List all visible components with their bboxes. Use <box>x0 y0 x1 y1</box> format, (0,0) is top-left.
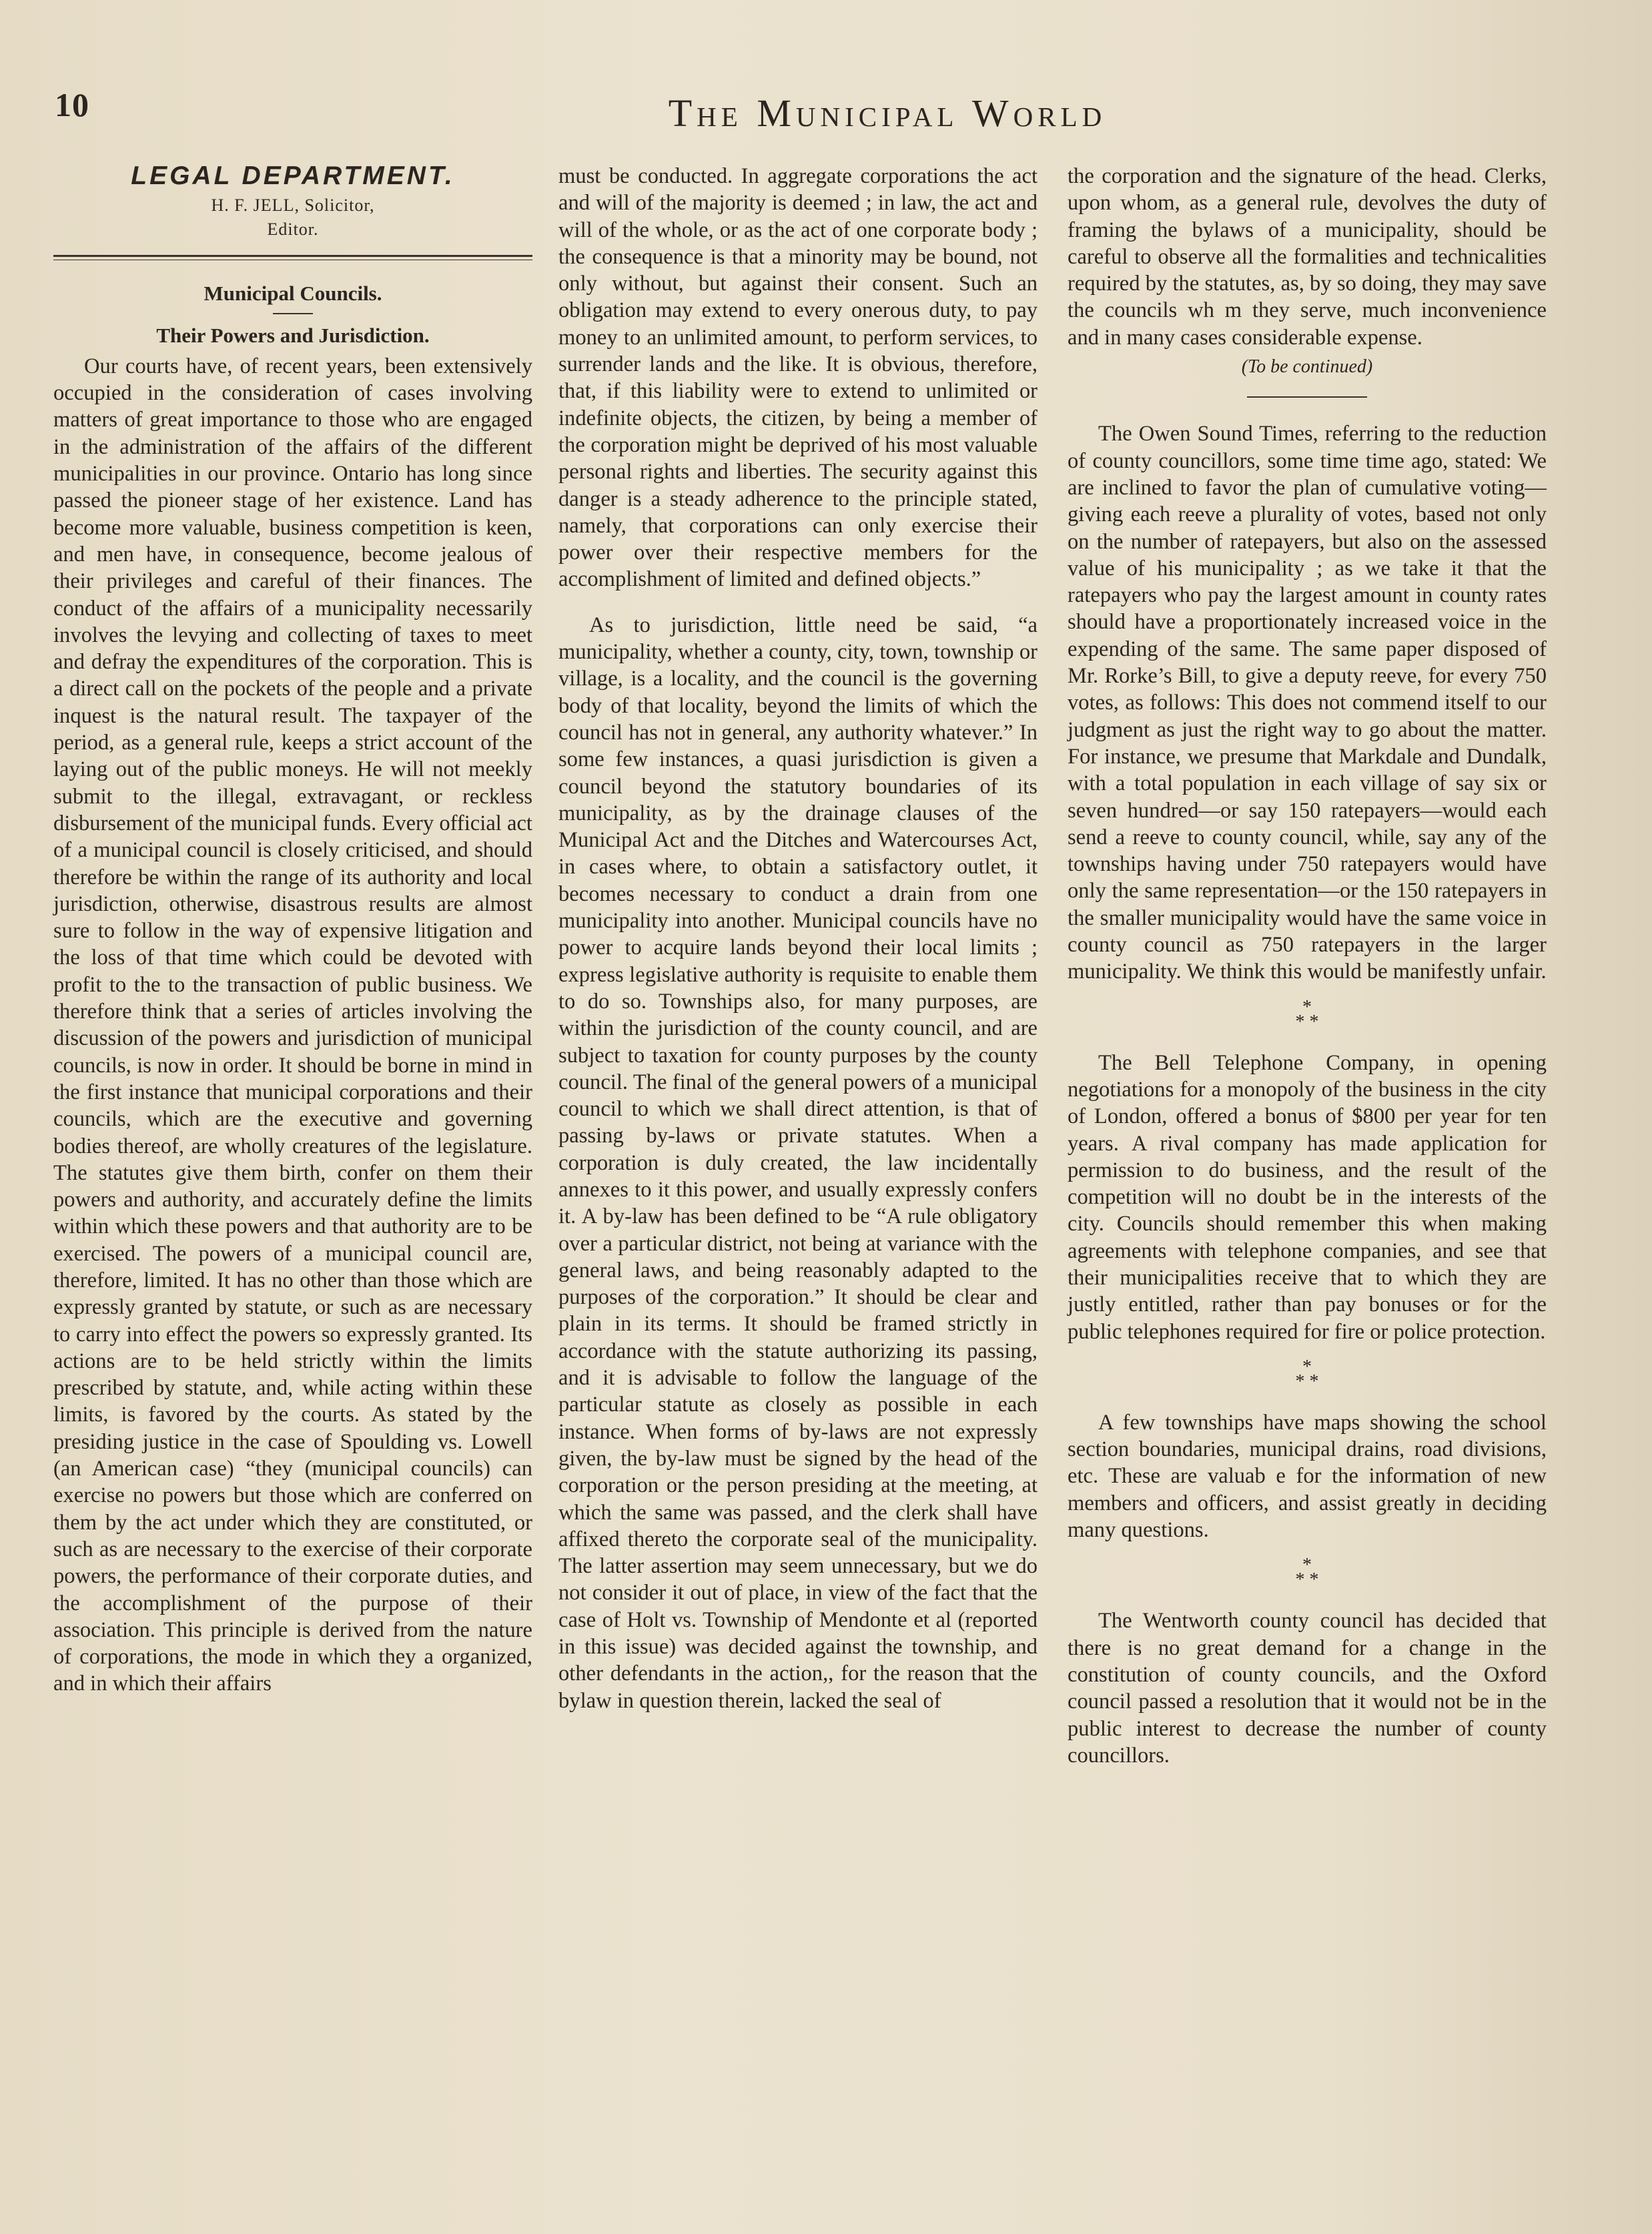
star-top: * <box>1302 1356 1312 1377</box>
page-number: 10 <box>55 86 89 123</box>
article-subheading: Their Powers and Jurisdiction. <box>156 323 430 347</box>
article-paragraph: As to jurisdiction, little need be said, “a municipality, whether a county, city, town, township or village, is a locality, and the council is the governing body of that locality, beyond the limits of which the council has not in general, any authority whatever.” In some few instances, a quasi jurisdiction is given a council beyond the statutory boundaries of its municipality, as by the drainage clauses of the Municipal Act and the Ditches and Watercourses Act, in cases where, to obtain a satisfactory outlet, it becomes necessary to conduct a drain from one municipality into another. Municipal councils have no power to acquire lands beyond their local limits ; express legislative authority is requisite to enable them to do so. Townships also, for many purposes, are within the jurisdiction of the county council, and are subject to taxation for county purposes by the county council. The final of the general powers of a municipal council to which we shall direct attention, is that of passing by-laws or private statutes. When a corporation is duly created, the law incidentally annexes to it this power, and usually expressly confers it. A by-law has been defined to be “A rule obligatory over a particular district, not being at variance with the general laws, and being reasonably adapted to the purposes of the corporation.” It should be clear and plain in its terms. It should be framed strictly in accordance with the statute authorizing its passing, and it is advisable to follow the language of the particular statute as closely as possible in each instance. When forms of by-laws are not expressly given, the by-law must be signed by the head of the corporation or the person presiding at the meeting, at which the same was passed, and the clerk shall have affixed thereto the corporate seal of the municipality. The latter assertion may seem unnecessary, but we do not consider it out of place, in view of the fact that the case of Holt vs. Township of Mendonte et al (reported in this issue) was decided against the township, and other defendants in the action,, for the reason that the bylaw in question therein, lacked the seal of <box>558 613 1038 1713</box>
star-bottom: * * <box>1295 1569 1319 1591</box>
article-paragraph: Our courts have, of recent years, been extensively occupied in the consideration of cases involving matters of great importance to those who are engaged in the administration of the affairs of the different municipalities in our province. Ontario has long since passed the pioneer stage of her existence. Land has become more valuable, business competition is keen, and men have, in consequence, become jealous of their privileges and careful of their finances. The conduct of the affairs of a municipality necessarily involves the levying and collecting of taxes to meet and defray the expenditures of the corporation. This is a direct call on the pockets of the people and a private inquest is the natural result. The taxpayer of the period, as a general rule, keeps a strict account of the laying out of the public moneys. He will not meekly submit to the illegal, extravagant, or reckless disbursement of the municipal funds. Every official act of a municipal council is closely criticised, and should therefore be within the range of its authority and local jurisdiction, otherwise, disastrous results are almost sure to follow in the way of expensive litigation and the loss of that time which could be devoted with profit to the to the transaction of public business. We therefore think that a series of articles involving the discussion of the powers and jurisdiction of municipal councils, is now in order. It should be borne in mind in the first instance that municipal corporations and their councils, which are the executive and governing bodies thereof, are wholly creatures of the legislature. The statutes give them birth, confer on them their powers and authority, and accurately define the limits within which these powers and that authority are to be exercised. The powers of a municipal council are, therefore, limited. It has no other than those which are expressly granted by statute, or such as are necessary to carry into effect the powers so expressly granted. Its actions are to be held strictly within the limits prescribed by statute, and, while acting within these limits, is favored by the courts. As stated by the presiding justice in the case of Spoulding vs. Lowell (an American case) “they (municipal councils) can exercise no powers but those which are conferred on them by the act under which they are constituted, or such as are necessary to the exercise of their corporate powers, the performance of their corporate duties, and the accomplishment of the purpose of their association. This principle is derived from the nature of corporations, the mode in which they a organized, and in which their affairs <box>53 354 532 1696</box>
news-item-owen-sound: The Owen Sound Times, referring to the reduction of county councillors, some time time ago, stated: We are inclined to favor the plan of cumulative voting—giving each reeve a plurality of votes, based not only on the number of ratepayers, but also on the assessed value of his municipality ; as we take it that the ratepayers who pay the largest amount in county rates should have a proportionately increased voice in the expending of the same. The same paper disposed of Mr. Rorke’s Bill, to give a deputy reeve, for every 750 votes, as follows: This does not commend itself to our judgment as just the right way to go about the matter. For instance, we presume that Markdale and Dundalk, with a total population in each village of say six or seven hundred—or say 150 ratepayers—would each send a reeve to county council, while, say any of the townships having under 750 ratepayers would have only the same representation—or the 150 ratepayers in the smaller municipality would have the same voice in county council as 750 ratepayers in the larger municipality. We think this would be manifestly unfair. <box>1068 422 1547 984</box>
section-rule <box>1247 396 1367 398</box>
article-paragraph: must be conducted. In aggregate corporations the act and will of the majority is deemed ; in law, the act and will of the whole, or as the act of one corporate body ; the consequence is that a minority may be bound, not only without, but against their consent. Such an obligation may extend to every onerous duty, to pay money to an unlimited amount, to perform services, to surrender lands and the like. It is obvious, therefore, that, if this liability were to extend to unlimited or indefinite objects, the citizen, by being a member of the corporation might be deprived of his most valuable personal rights and liberties. The security against this danger is a steady adherence to the principle stated, namely, that corporations can only exercise their power over their respective members for the accomplishment of limited and defined objects.” <box>558 164 1038 592</box>
news-item-maps: A few townships have maps showing the school section boundaries, municipal drains, road divisions, etc. These are valuab e for the information of new members and officers, and assist greatly in deciding many questions. <box>1068 1410 1547 1543</box>
continued-note: (To be continued) <box>1241 356 1373 378</box>
column-2 <box>558 163 1038 1714</box>
star-separator <box>1068 996 1547 1032</box>
news-item-bell-telephone: The Bell Telephone Company, in opening negotiations for a monopoly of the business in the city of London, offered a bonus of $800 per year for ten years. A rival company has made application for permission to do business, and the result of the competition will no doubt be in the interests of the city. Councils should remember this when making agreements with telephone companies, and see that their municipalities receive that to which they are justly entitled, rather than pay bonuses or for the public telephones required for fire or police protection. <box>1068 1050 1547 1344</box>
masthead: The Municipal World <box>668 91 1107 135</box>
editor-line: H. F. JELL, Solicitor, <box>211 196 375 216</box>
column-1 <box>53 163 532 1698</box>
article-paragraph: the corporation and the signature of the head. Clerks, upon whom, as a general rule, devolves the duty of framing the bylaws of a municipality, should be careful to observe all the formalities and technicalities required by the statutes, as, by so doing, they may save the councils wh m they serve, much inconvenience and in many cases considerable expense. <box>1068 164 1547 350</box>
star-bottom: * * <box>1295 1371 1319 1392</box>
star-top: * <box>1302 1555 1312 1576</box>
news-item-wentworth: The Wentworth county council has decided that there is no great demand for a change in the constitution of county councils, and the Oxford council passed a resolution that it would not be in the public interest to decrease the number of county councillors. <box>1068 1609 1547 1768</box>
article-heading: Municipal Councils. <box>203 282 382 306</box>
column-3 <box>1068 163 1547 1769</box>
star-top: * <box>1302 996 1312 1018</box>
star-separator <box>1068 1356 1547 1392</box>
short-rule <box>273 313 313 314</box>
star-separator <box>1068 1555 1547 1591</box>
editor-role: Editor. <box>267 220 319 240</box>
double-rule <box>53 255 532 260</box>
paragraph-gap <box>558 593 1038 612</box>
star-bottom: * * <box>1295 1011 1319 1032</box>
department-title: LEGAL DEPARTMENT. <box>131 161 455 190</box>
